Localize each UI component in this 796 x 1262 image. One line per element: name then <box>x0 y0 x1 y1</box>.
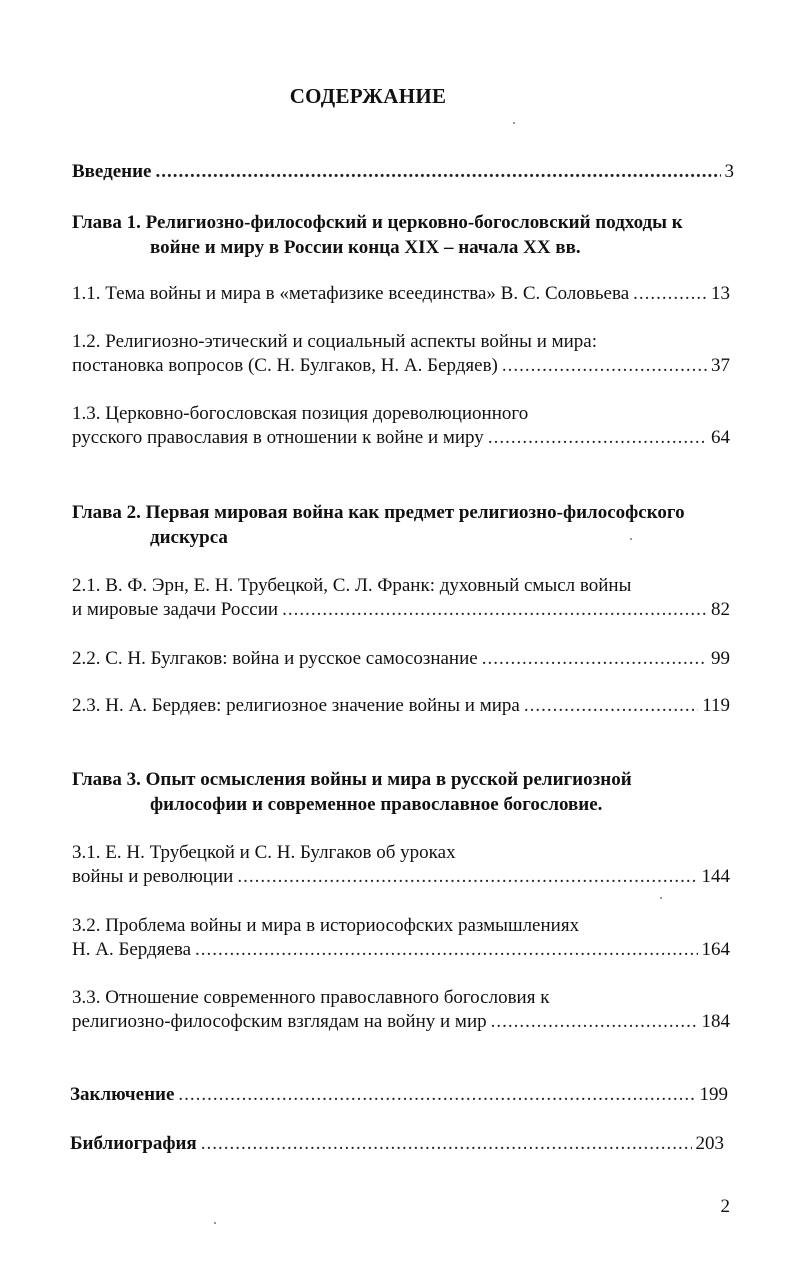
chapter-heading-line: философии и современное православное богословие. <box>150 794 603 815</box>
toc-entry-label: 2.2. С. Н. Булгаков: война и русское самосознание <box>72 648 478 669</box>
dot-leader <box>178 1083 695 1107</box>
toc-entry-conclusion[interactable] <box>70 1083 728 1107</box>
chapter-3-heading <box>72 767 738 817</box>
chapter-heading-line: Глава 1. Религиозно-философский и церковно-богословский подходы к <box>72 212 683 233</box>
toc-entry-2-3[interactable] <box>72 694 730 718</box>
toc-page-number: 82 <box>711 599 730 620</box>
toc-entry-label: 2.3. Н. А. Бердяев: религиозное значение войны и мира <box>72 695 520 716</box>
page-number: 2 <box>720 1196 730 1217</box>
toc-entry-bibliography[interactable] <box>70 1132 724 1156</box>
page-title: СОДЕРЖАНИЕ <box>289 84 447 108</box>
toc-entry-label: 1.2. Религиозно-этический и социальный аспекты войны и мира: <box>72 331 598 352</box>
toc-entry-label: религиозно-философским взглядам на войну и мир <box>72 1011 487 1032</box>
chapter-heading-line: войне и миру в России конца XIX – начала XX вв. <box>150 237 581 258</box>
dot-leader <box>282 598 707 622</box>
toc-page-number: 144 <box>701 866 730 887</box>
toc-page-number: 13 <box>711 283 730 304</box>
toc-entry-label: войны и революции <box>72 866 234 887</box>
toc-entry-1-2[interactable] <box>72 330 730 378</box>
chapter-heading-line: Глава 3. Опыт осмысления войны и мира в русской религиозной <box>72 769 632 790</box>
toc-entry-label: 3.1. Е. Н. Трубецкой и С. Н. Булгаков об уроках <box>72 842 456 863</box>
toc-entry-label: 1.3. Церковно-богословская позиция дореволюционного <box>72 403 529 424</box>
dot-leader <box>491 1010 698 1034</box>
chapter-heading-line: дискурса <box>150 527 228 548</box>
toc-page-number: 3 <box>724 161 734 182</box>
dot-leader <box>195 938 697 962</box>
toc-entry-label: Заключение <box>70 1084 175 1105</box>
scan-speck <box>214 1222 216 1224</box>
toc-entry-label: 3.3. Отношение современного православного богословия к <box>72 987 550 1008</box>
toc-entry-2-2[interactable] <box>72 647 730 671</box>
toc-entry-label: 1.1. Тема войны и мира в «метафизике всеединства» В. С. Соловьева <box>72 283 630 304</box>
toc-page-number: 119 <box>702 695 730 716</box>
toc-entry-label: русского православия в отношении к войне и миру <box>72 427 484 448</box>
toc-entry-1-1[interactable] <box>72 282 730 306</box>
toc-entry-label: 2.1. В. Ф. Эрн, Е. Н. Трубецкой, С. Л. Франк: духовный смысл войны <box>72 575 632 596</box>
dot-leader <box>633 282 707 306</box>
toc-entry-3-3[interactable] <box>72 986 730 1034</box>
toc-entry-3-1[interactable] <box>72 841 730 889</box>
toc-entry-label: 3.2. Проблема войны и мира в историософских размышлениях <box>72 915 580 936</box>
toc-entry-1-3[interactable] <box>72 402 730 450</box>
toc-page-number: 199 <box>699 1084 728 1105</box>
toc-page-number: 99 <box>711 648 730 669</box>
toc-page-number: 164 <box>701 939 730 960</box>
dot-leader <box>156 160 721 184</box>
toc-entry-label: Введение <box>72 161 152 182</box>
chapter-2-heading <box>72 500 738 550</box>
toc-page-number: 64 <box>711 427 730 448</box>
toc-page-number: 184 <box>701 1011 730 1032</box>
chapter-1-heading <box>72 210 738 260</box>
toc-entry-intro[interactable] <box>72 160 734 184</box>
toc-entry-label: Н. А. Бердяева <box>72 939 192 960</box>
toc-entry-label: и мировые задачи России <box>72 599 279 620</box>
dot-leader <box>502 354 707 378</box>
scan-speck <box>630 538 632 540</box>
chapter-heading-line: Глава 2. Первая мировая война как предмет религиозно-философского <box>72 502 685 523</box>
dot-leader <box>524 694 698 718</box>
toc-page-number: 203 <box>695 1133 724 1154</box>
scan-speck <box>513 122 515 124</box>
toc-entry-2-1[interactable] <box>72 574 730 622</box>
toc-entry-label: постановка вопросов (С. Н. Булгаков, Н. А. Бердяев) <box>72 355 498 376</box>
scan-speck <box>660 897 662 899</box>
toc-entry-label: Библиография <box>70 1133 197 1154</box>
dot-leader <box>201 1132 692 1156</box>
toc-entry-3-2[interactable] <box>72 914 730 962</box>
dot-leader <box>482 647 707 671</box>
dot-leader <box>237 865 697 889</box>
toc-page-number: 37 <box>711 355 730 376</box>
dot-leader <box>488 426 707 450</box>
